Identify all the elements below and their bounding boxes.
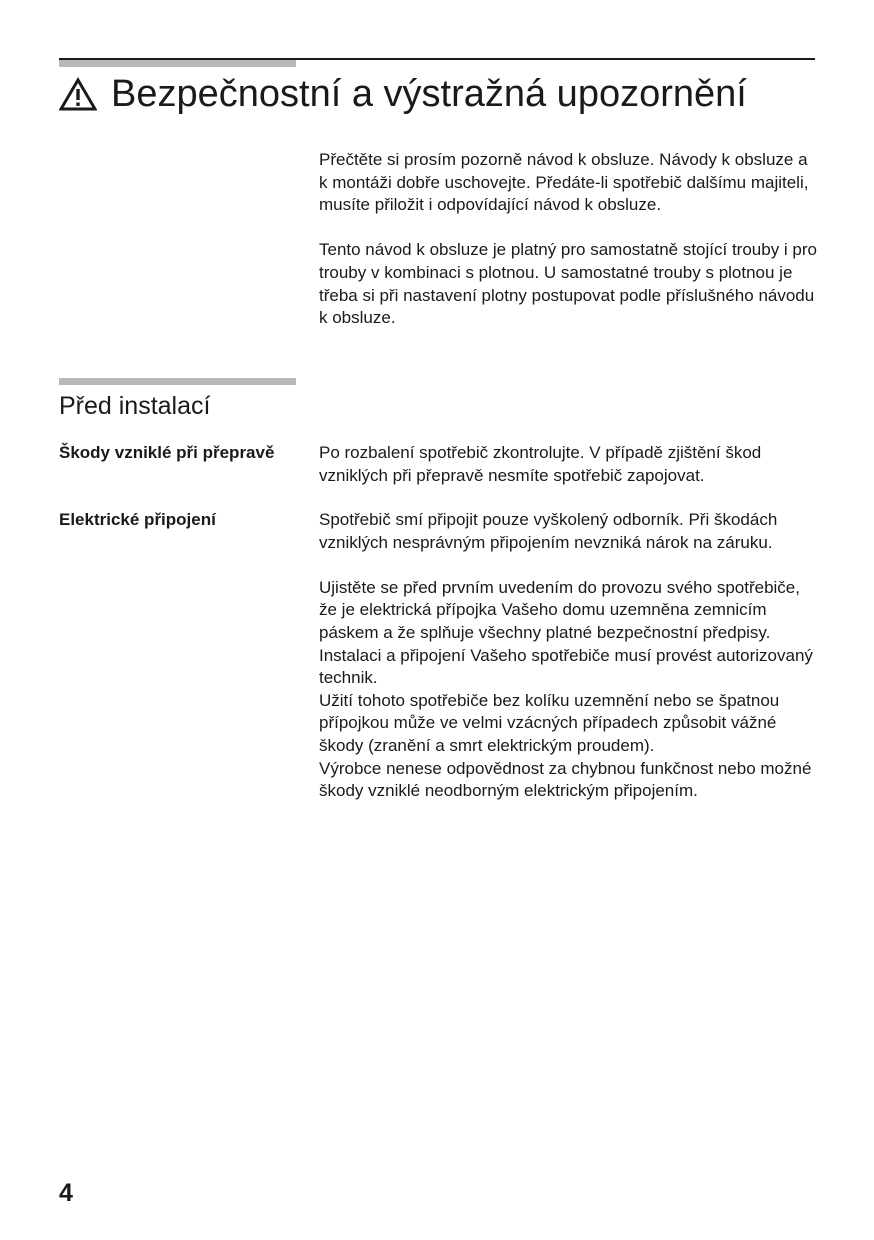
intro-paragraph: Tento návod k obsluze je platný pro samostatně stojící trouby i pro trouby v kombinaci s plotnou. U samostatné trouby s plotnou je třeba si při nastavení plotny postupovat podle příslušného návodu k obsluze. [319, 240, 817, 328]
body-paragraph: Užití tohoto spotřebiče bez kolíku uzemnění nebo se špatnou přípojkou může ve velmi vzácných případech způsobit vážné škody (zranění a smrt elektrickým proudem). [319, 690, 780, 755]
page-number: 4 [59, 1179, 73, 1207]
header-accent-bar [59, 60, 296, 67]
page-title-text: Bezpečnostní a výstražná upozornění [111, 73, 747, 115]
section-accent-bar [59, 378, 296, 385]
body-paragraph: Výrobce nenese odpovědnost za chybnou funkčnost nebo možné škody vzniklé neodborným elektrickým připojením. [319, 758, 812, 801]
electrical-connection-text [319, 509, 819, 803]
intro-text [319, 149, 819, 352]
section-title: Před instalací [59, 392, 211, 420]
body-paragraph: Spotřebič smí připojit pouze vyškolený odborník. Při škodách vzniklých nesprávným připojením nevzniká nárok na záruku. [319, 510, 778, 552]
body-paragraph: Ujistěte se před prvním uvedením do provozu svého spotřebiče, že je elektrická přípojka Vašeho domu uzemněna zemnicím páskem a že splňuje všechny platné bezpečnostní předpisy. Instalaci a připojení Vašeho spotřebiče musí provést autorizovaný technik. [319, 577, 813, 688]
transport-damage-text [319, 442, 819, 487]
page-title [59, 72, 839, 116]
intro-paragraph: Přečtěte si prosím pozorně návod k obsluze. Návody k obsluze a k montáži dobře uschovejte. Předáte-li spotřebič dalšímu majiteli, musíte přiložit i odpovídající návod k obsluze. [319, 150, 809, 215]
warning-triangle-icon [59, 77, 97, 111]
label-electrical-connection: Elektrické připojení [59, 510, 216, 529]
body-paragraph: Po rozbalení spotřebič zkontrolujte. V případě zjištění škod vzniklých při přepravě nesmíte spotřebič zapojovat. [319, 443, 762, 485]
label-transport-damage: Škody vzniklé při přepravě [59, 443, 275, 462]
